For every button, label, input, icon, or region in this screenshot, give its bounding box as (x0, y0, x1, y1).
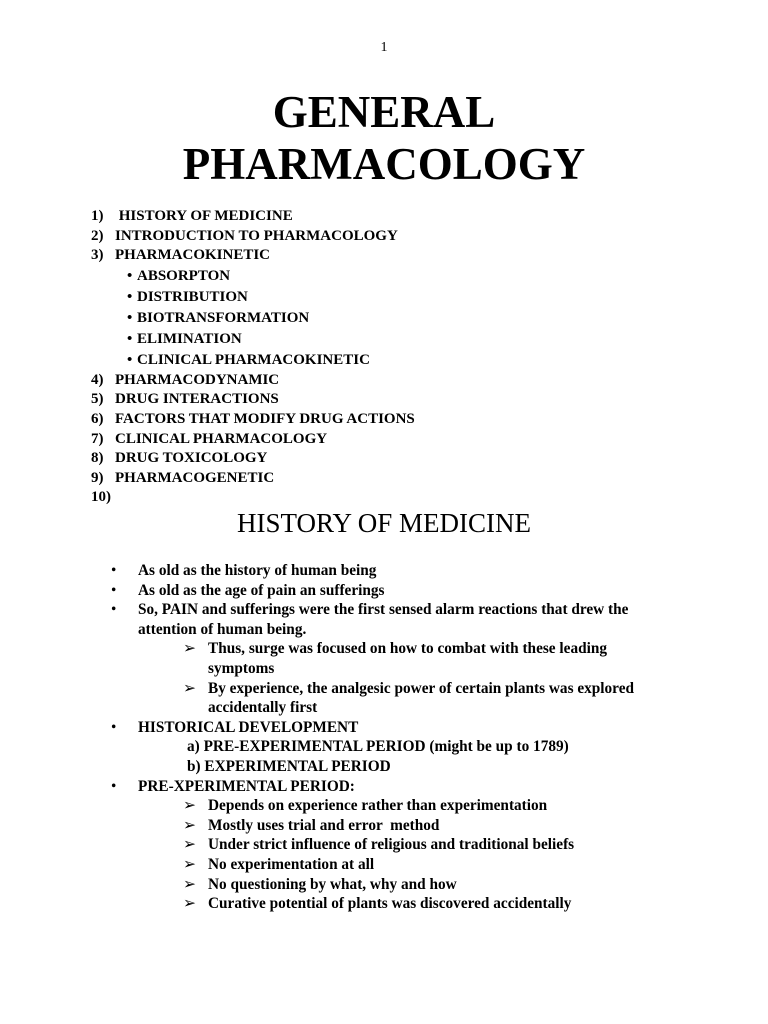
bullet-icon: • (111, 601, 117, 619)
toc-item: 4) PHARMACODYNAMIC (91, 371, 280, 388)
bullet-icon: • (111, 562, 117, 579)
toc-item: 9) PHARMACOGENETIC (91, 469, 275, 486)
list-item: • PRE-XPERIMENTAL PERIOD: (111, 777, 355, 795)
title-line-2: PHARMACOLOGY (182, 139, 586, 189)
period-item: b) EXPERIMENTAL PERIOD (187, 757, 391, 775)
main-title (0, 86, 768, 190)
sub-list-item: ➢ Thus, surge was focused on how to combat with these leading symptoms (183, 640, 608, 677)
list-item: • As old as the age of pain an sufferings (111, 581, 385, 599)
bullet-icon: • (111, 718, 117, 736)
bullet-icon: • (127, 351, 133, 368)
bullet-icon: • (111, 777, 117, 795)
list-item: • HISTORICAL DEVELOPMENT (111, 718, 359, 736)
list-item: • As old as the history of human being (111, 562, 377, 579)
sub-list-item: ➢ Under strict influence of religious and traditional beliefs (183, 836, 575, 854)
arrow-bullet-icon: ➢ (183, 679, 196, 697)
title-line-1: GENERAL (272, 87, 496, 137)
sub-list-item: ➢ Mostly uses trial and error method (183, 816, 440, 834)
toc-subitem: • BIOTRANSFORMATION (91, 308, 691, 329)
sub-list-item: ➢ By experience, the analgesic power of certain plants was explored accidentally first (183, 679, 634, 717)
arrow-bullet-icon: ➢ (183, 816, 196, 834)
period-item: a) PRE-EXPERIMENTAL PERIOD (might be up to 1789) (187, 738, 569, 756)
arrow-bullet-icon: ➢ (183, 895, 196, 913)
toc-subitem: • CLINICAL PHARMACOKINETIC (91, 350, 691, 371)
bullet-icon: • (127, 309, 133, 326)
toc-item: 7) CLINICAL PHARMACOLOGY (91, 430, 328, 447)
toc-subitem: • ELIMINATION (91, 329, 691, 350)
toc-item: 8) DRUG TOXICOLOGY (91, 450, 268, 467)
arrow-bullet-icon: ➢ (183, 797, 196, 815)
bullet-icon: • (127, 288, 133, 305)
toc-item: 6) FACTORS THAT MODIFY DRUG ACTIONS (91, 410, 415, 427)
sub-list-item: ➢ Depends on experience rather than experimentation (183, 797, 548, 815)
page-number: 1 (380, 40, 388, 55)
arrow-bullet-icon: ➢ (183, 836, 196, 854)
arrow-bullet-icon: ➢ (183, 875, 196, 893)
table-of-contents (91, 207, 691, 508)
toc-item: 10) (91, 489, 111, 506)
toc-item: 2) INTRODUCTION TO PHARMACOLOGY (91, 227, 398, 244)
sub-list-item: ➢ No questioning by what, why and how (183, 875, 457, 893)
list-item: • So, PAIN and sufferings were the first sensed alarm reactions that drew the attention of human being. (111, 601, 629, 638)
toc-subitem: • DISTRIBUTION (91, 287, 691, 308)
sub-list-item: ➢ No experimentation at all (183, 855, 375, 873)
toc-item: 1) HISTORY OF MEDICINE (91, 208, 293, 224)
section-heading: HISTORY OF MEDICINE (236, 508, 532, 538)
bullet-icon: • (111, 581, 117, 599)
sub-list-item: ➢ Curative potential of plants was discovered accidentally (183, 895, 572, 913)
arrow-bullet-icon: ➢ (183, 855, 196, 873)
bullet-icon: • (127, 267, 133, 284)
toc-item: 5) DRUG INTERACTIONS (91, 391, 279, 408)
bullet-icon: • (127, 330, 133, 347)
history-bullet-list (111, 561, 671, 914)
toc-item: 3) PHARMACOKINETIC (91, 247, 271, 264)
arrow-bullet-icon: ➢ (183, 640, 196, 658)
toc-subitem: • ABSORPTON (91, 266, 691, 287)
